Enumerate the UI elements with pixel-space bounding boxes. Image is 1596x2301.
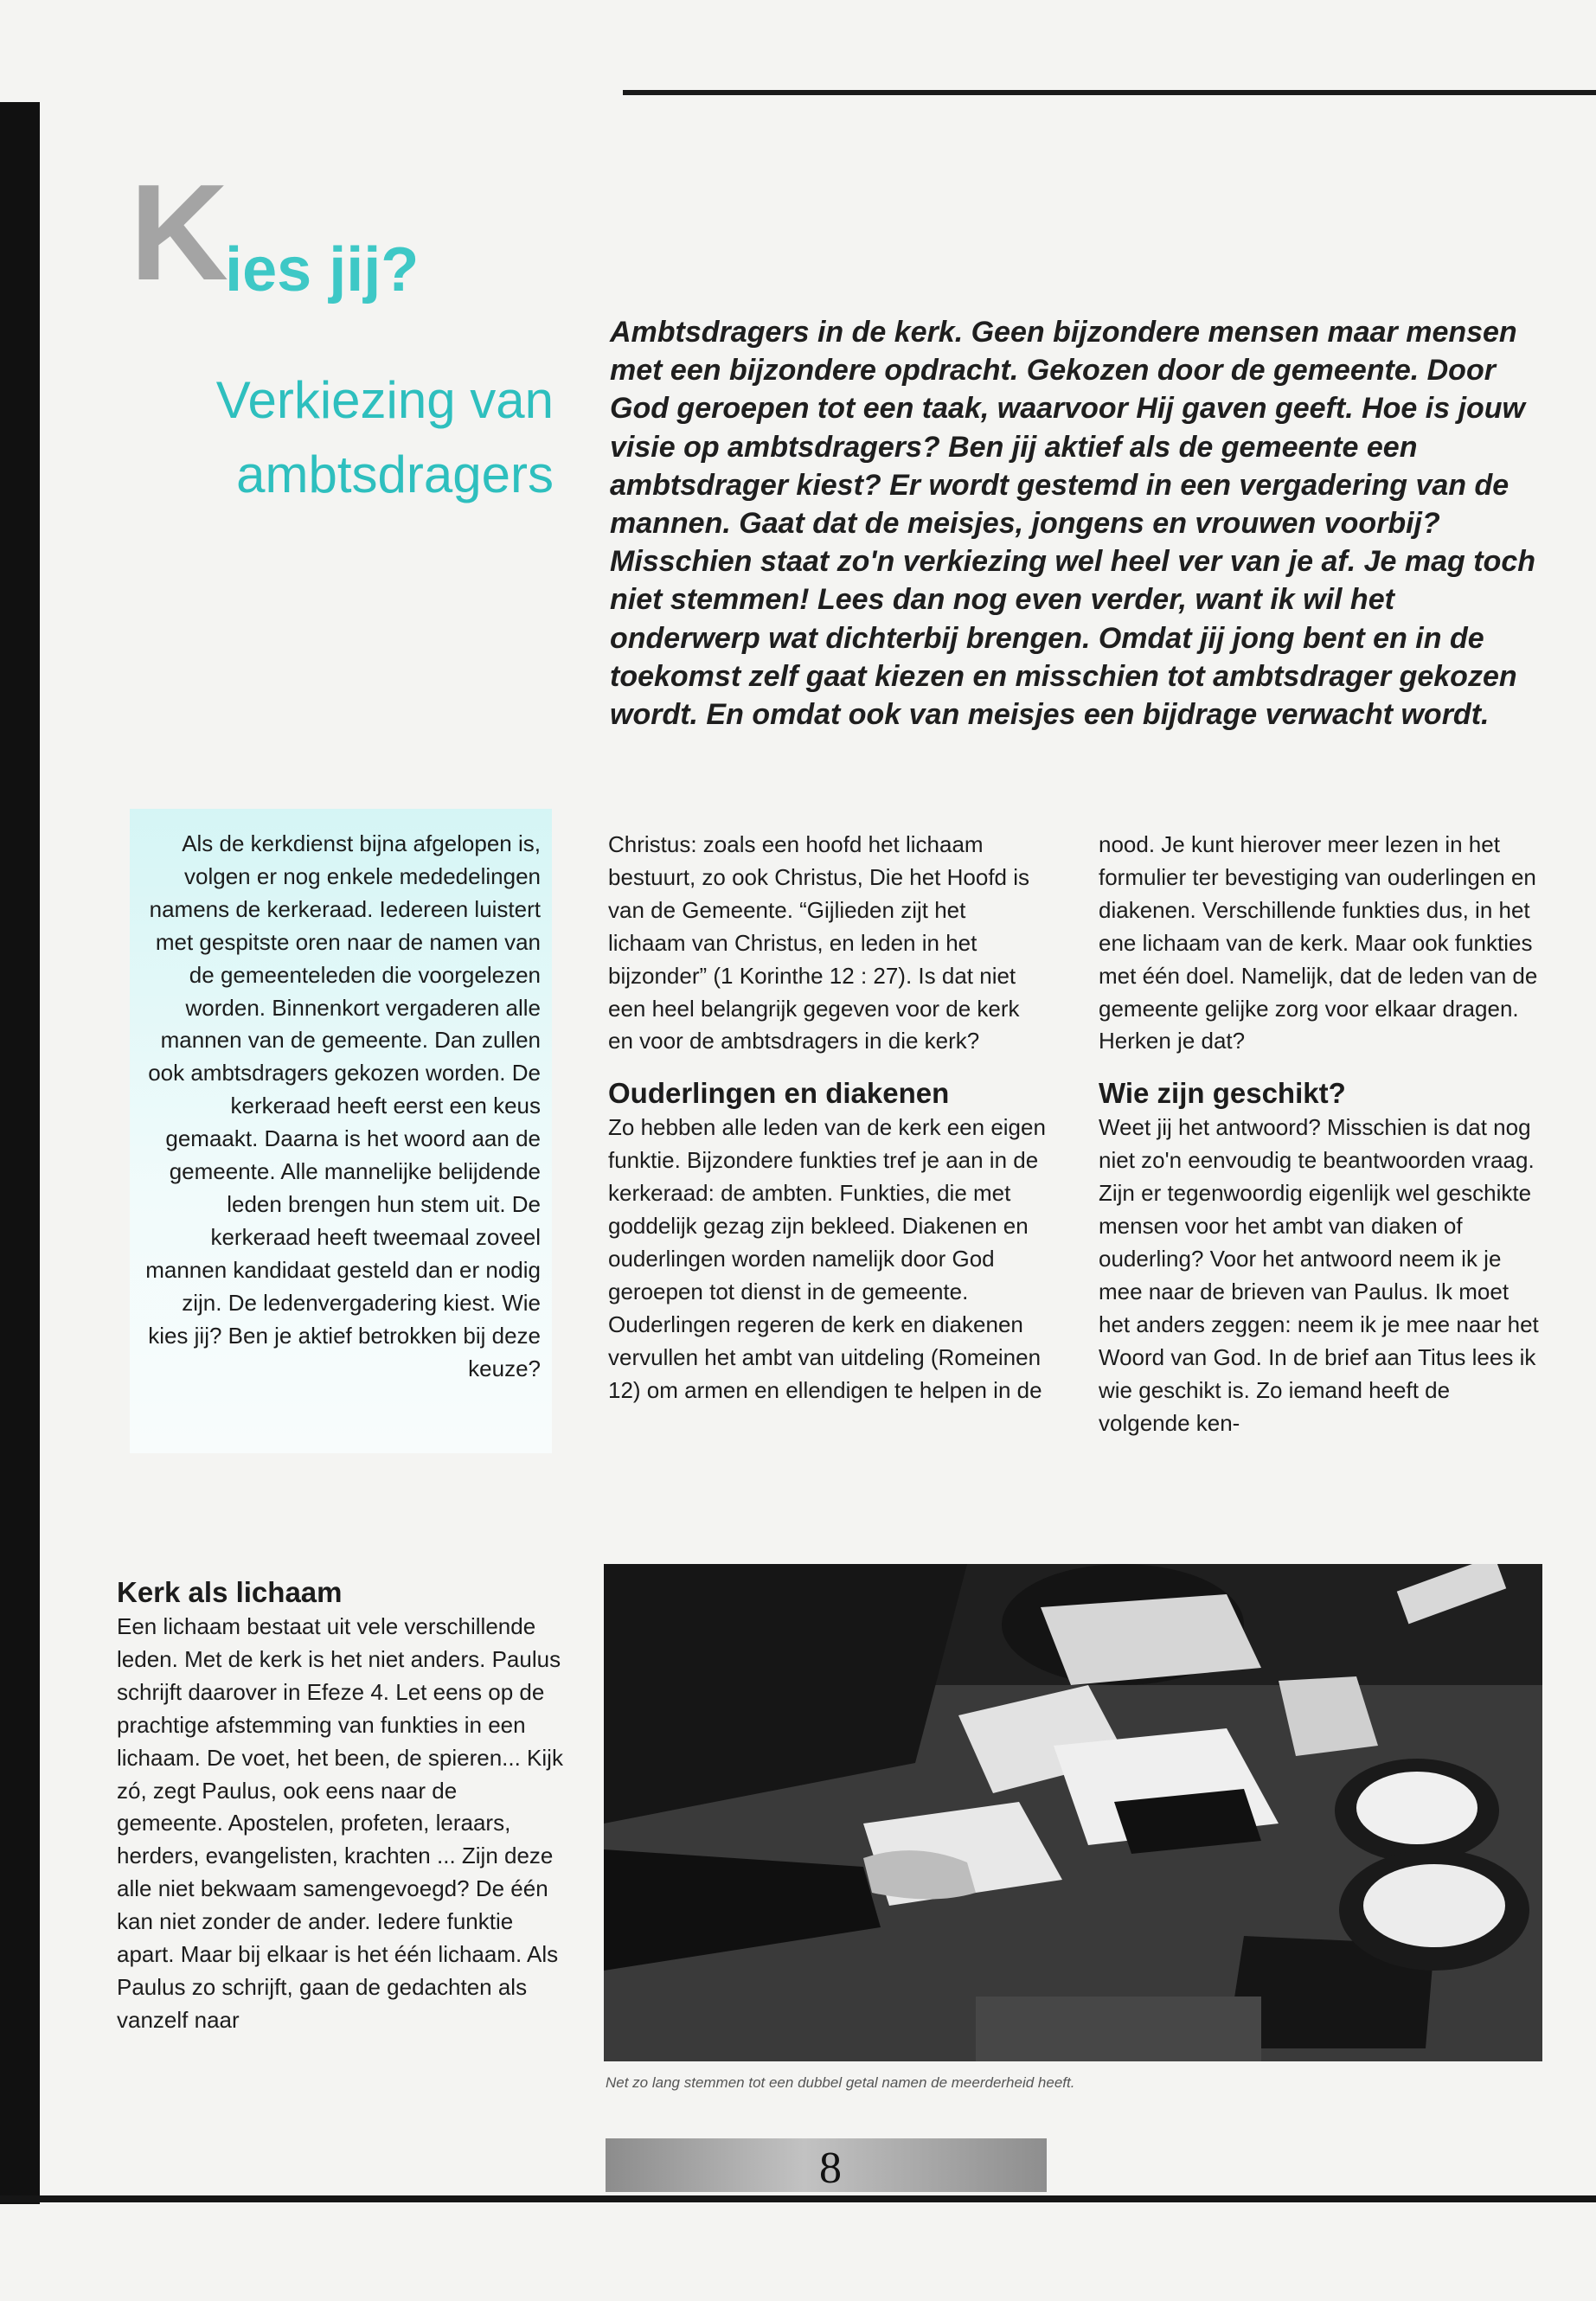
paragraph-geschikt: Weet jij het antwoord? Misschien is dat nog niet zo'n eenvoudig te beantwoorden vraag. Zijn er tegenwoordig eigenlijk wel geschikte mensen voor het ambt van diaken of ouderling? Voor het antwoord neem ik je mee naar de brieven van Paulus. Ik moet het anders zeggen: neem ik je mee naar het Woord van God. In de brief aan Titus lees ik wie geschikt is. Zo iemand heeft de volgende ken- bbox=[1099, 1114, 1539, 1436]
bottom-rule bbox=[0, 2195, 1596, 2202]
meeting-photo bbox=[604, 1564, 1542, 2061]
paragraph-christus: Christus: zoals een hoofd het lichaam bestuurt, zo ook Christus, Die het Hoofd is van de Gemeente. “Gijlieden zijt het lichaam van Christus, en leden in het bijzonder” (1 Korinthe 12 : 27). Is dat niet een heel belangrijk gegeven voor de kerk en voor de ambtsdragers in die kerk? bbox=[608, 831, 1030, 1054]
heading-geschikt: Wie zijn geschikt? bbox=[1099, 1077, 1346, 1110]
article-subtitle bbox=[147, 363, 554, 512]
article-title bbox=[130, 157, 420, 309]
meeting-photo-illustration bbox=[604, 1564, 1542, 2061]
column-middle bbox=[608, 829, 1049, 1407]
title-rest: ies jij? bbox=[225, 235, 420, 304]
heading-lichaam: Kerk als lichaam bbox=[117, 1576, 343, 1608]
paragraph-ouderlingen: Zo hebben alle leden van de kerk een eigen funktie. Bijzondere funkties tref je aan in de kerkeraad: de ambten. Funkties, die met goddelijk gezag zijn bekleed. Diakenen en ouderlingen worden namelijk door God geroepen tot dienst in de gemeente. Ouderlingen regeren de kerk en diakenen vervullen het ambt van uitdeling (Romeinen 12) om armen en ellendigen te helpen in de bbox=[608, 1114, 1046, 1403]
top-rule bbox=[623, 90, 1596, 95]
scan-edge-left bbox=[0, 102, 40, 2204]
page-number: 8 bbox=[819, 2144, 842, 2193]
paragraph-lichaam: Een lichaam bestaat uit vele verschillende leden. Met de kerk is het niet anders. Paulus schrijft daarover in Efeze 4. Let eens op de prachtige afstemming van funkties in een lichaam. De voet, het been, de spieren... Kijk zó, zegt Paulus, ook eens naar de gemeente. Apostelen, profeten, leraars, herders, evangelisten, krachten ... Zijn deze alle niet bekwaam samengevoegd? De één kan niet zonder de ander. Iedere funktie apart. Maar bij elkaar is het één lichaam. Als Paulus zo schrijft, gaan de gedachten als vanzelf naar bbox=[117, 1613, 563, 2033]
column-bottom-left bbox=[117, 1574, 567, 2037]
column-right bbox=[1099, 829, 1540, 1439]
subtitle-line-2: ambtsdragers bbox=[236, 445, 554, 503]
title-initial: K bbox=[130, 157, 229, 309]
photo-caption: Net zo lang stemmen tot een dubbel getal namen de meerderheid heeft. bbox=[606, 2074, 1075, 2091]
heading-ouderlingen: Ouderlingen en diakenen bbox=[608, 1077, 950, 1110]
paragraph-nood: nood. Je kunt hierover meer lezen in het formulier ter bevestiging van ouderlingen en diakenen. Verschillende funkties dus, in het ene lichaam van de kerk. Maar ook funkties met één doel. Namelijk, dat de leden van de gemeente gelijke zorg voor elkaar dragen. Herken je dat? bbox=[1099, 831, 1538, 1054]
intro-paragraph: Ambtsdragers in de kerk. Geen bijzondere mensen maar mensen met een bijzondere opdracht. Gekozen door de gemeente. Door God geroepen tot een taak, waarvoor Hij gaven geeft. Hoe is jouw visie op ambtsdragers? Ben jij aktief als de gemeente een ambtsdrager kiest? Er wordt gestemd in een vergadering van de mannen. Gaat dat de meisjes, jongens en vrouwen voorbij? Misschien staat zo'n verkiezing wel heel ver van je af. Je mag toch niet stemmen! Lees dan nog even verder, want ik wil het onderwerp wat dichterbij brengen. Omdat jij jong bent en in de toekomst zelf gaat kiezen en misschien tot ambtsdrager gekozen wordt. En omdat ook van meisjes een bijdrage verwacht wordt. bbox=[610, 316, 1536, 732]
sidebar-box bbox=[130, 809, 552, 1453]
subtitle-line-1: Verkiezing van bbox=[215, 371, 554, 429]
sidebar-text: Als de kerkdienst bijna afgelopen is, volgen er nog enkele mededelingen namens de kerkeraad. Iedereen luistert met gespitste oren naar de namen van de gemeenteleden die voorgelezen worden. Binnenkort vergaderen alle mannen van de gemeente. Dan zullen ook ambtsdragers gekozen worden. De kerkeraad heeft eerst een keus gemaakt. Daarna is het woord aan de gemeente. Alle mannelijke belijdende leden brengen hun stem uit. De kerkeraad heeft tweemaal zoveel mannen kandidaat gesteld dan er nodig zijn. De ledenvergadering kiest. Wie kies jij? Ben je aktief betrokken bij deze keuze? bbox=[145, 830, 541, 1381]
